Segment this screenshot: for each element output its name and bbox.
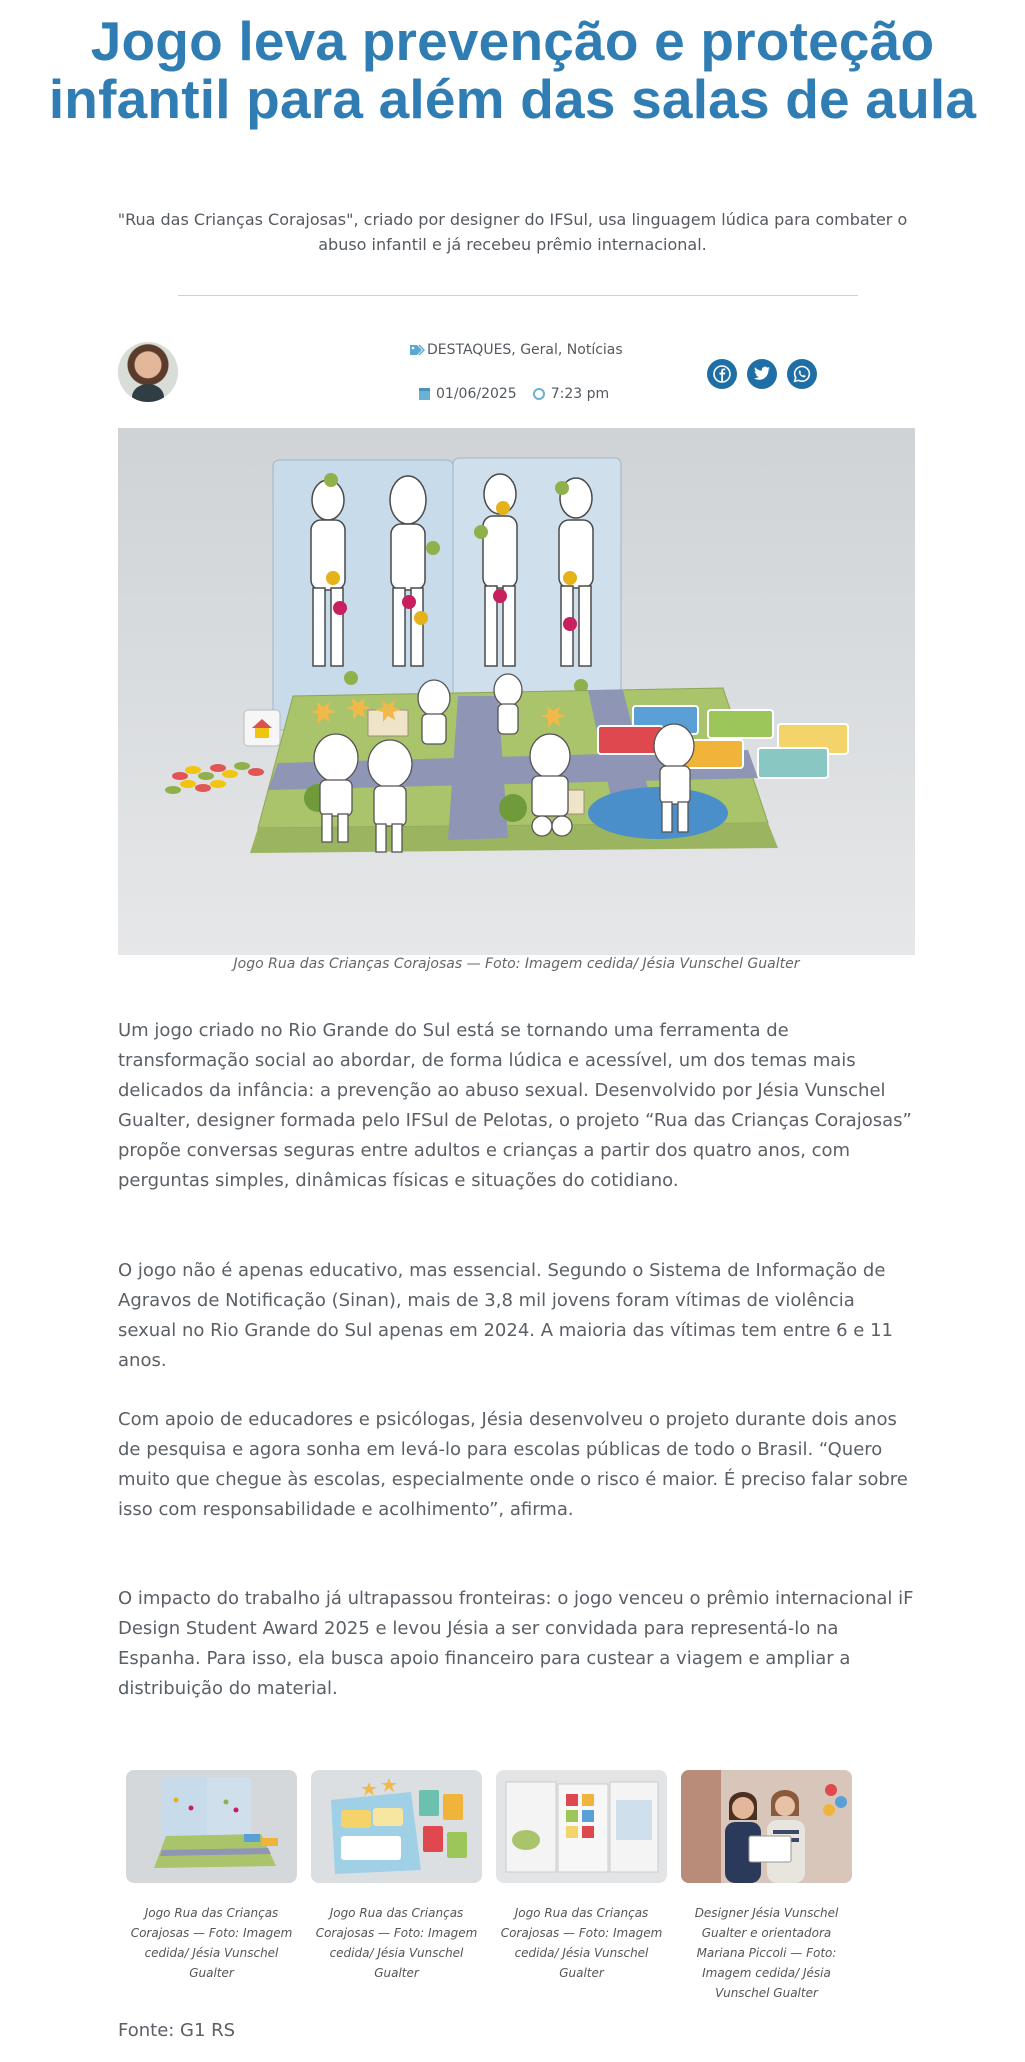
article-title: Jogo leva prevenção e proteção infantil para além das salas de aula	[48, 10, 977, 130]
board-game-photo	[118, 428, 915, 955]
article-subtitle: "Rua das Crianças Corajosas", criado por designer do IFSul, usa linguagem lúdica para combater o abuso infantil e já recebeu prêmio internacional.	[117, 210, 908, 254]
clock-icon	[533, 388, 545, 400]
article-source: Fonte: G1 RS	[118, 2020, 236, 2041]
post-categories[interactable]	[409, 342, 623, 358]
article-paragraph: O jogo não é apenas educativo, mas essencial. Segundo o Sistema de Informação de Agravos de Notificação (Sinan), mais de 3,8 mil jovens foram vítimas de violência sexual no Rio Grande do Sul apenas em 2024. A maioria das vítimas tem entre 6 e 11 anos.	[118, 1260, 894, 1371]
twitter-icon	[753, 366, 771, 382]
hero-image	[118, 428, 915, 955]
hero-caption: Jogo Rua das Crianças Corajosas — Foto: Imagem cedida/ Jésia Vunschel Gualter	[233, 956, 800, 972]
gallery-thumbnail[interactable]	[311, 1770, 482, 1883]
gallery-item[interactable]	[496, 1770, 667, 2003]
share-buttons	[707, 359, 817, 389]
gallery-item[interactable]	[681, 1770, 852, 2003]
gallery-thumbnail[interactable]	[126, 1770, 297, 1883]
calendar-icon	[419, 388, 430, 400]
gallery-thumbnail[interactable]	[496, 1770, 667, 1883]
gallery-caption: Jogo Rua das Crianças Corajosas — Foto: Imagem cedida/ Jésia Vunschel Gualter	[500, 1906, 663, 1980]
divider	[178, 295, 858, 296]
post-meta	[419, 386, 609, 402]
gallery-item[interactable]	[126, 1770, 297, 2003]
gallery-thumbnail[interactable]	[681, 1770, 852, 1883]
gallery-caption: Jogo Rua das Crianças Corajosas — Foto: Imagem cedida/ Jésia Vunschel Gualter	[315, 1906, 478, 1980]
article-paragraph: O impacto do trabalho já ultrapassou fronteiras: o jogo venceu o prêmio internacional iF Design Student Award 2025 e levou Jésia a ser convidada para representá-lo na Espanha. Para isso, ela busca apoio financeiro para custear a viagem e ampliar a distribuição do material.	[118, 1588, 914, 1699]
post-date: 01/06/2025	[436, 386, 517, 402]
author-avatar[interactable]	[118, 342, 178, 402]
gallery-caption: Designer Jésia Vunschel Gualter e orientadora Mariana Piccoli — Foto: Imagem cedida/ Jésia Vunschel Gualter	[694, 1906, 839, 2000]
whatsapp-icon	[793, 365, 811, 383]
image-gallery	[126, 1770, 852, 2003]
post-time: 7:23 pm	[550, 386, 610, 402]
categories-text[interactable]: DESTAQUES, Geral, Notícias	[427, 342, 623, 358]
article-paragraph: Um jogo criado no Rio Grande do Sul está se tornando uma ferramenta de transformação social ao abordar, de forma lúdica e acessível, um dos temas mais delicados da infância: a prevenção ao abuso sexual. Desenvolvido por Jésia Vunschel Gualter, designer formada pelo IFSul de Pelotas, o projeto “Rua das Crianças Corajosas” propõe conversas seguras entre adultos e crianças a partir dos quatro anos, com perguntas simples, dinâmicas físicas e situações do cotidiano.	[118, 1020, 912, 1191]
gallery-caption: Jogo Rua das Crianças Corajosas — Foto: Imagem cedida/ Jésia Vunschel Gualter	[130, 1906, 293, 1980]
facebook-share-button[interactable]	[707, 359, 737, 389]
tag-icon	[409, 344, 425, 356]
twitter-share-button[interactable]	[747, 359, 777, 389]
whatsapp-share-button[interactable]	[787, 359, 817, 389]
article-paragraph: Com apoio de educadores e psicólogas, Jésia desenvolveu o projeto durante dois anos de pesquisa e agora sonha em levá-lo para escolas públicas de todo o Brasil. “Quero muito que chegue às escolas, especialmente onde o risco é maior. É preciso falar sobre isso com responsabilidade e acolhimento”, afirma.	[118, 1409, 908, 1520]
gallery-item[interactable]	[311, 1770, 482, 2003]
facebook-icon	[713, 365, 731, 383]
